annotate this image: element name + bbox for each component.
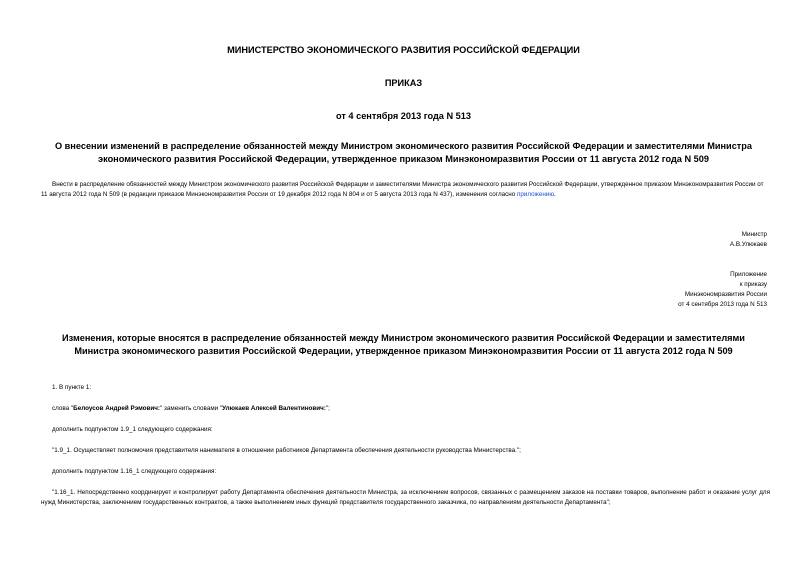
signature-name: А.В.Улюкаев [729, 241, 767, 248]
order-type-heading: ПРИКАЗ [384, 78, 423, 88]
appendix-link[interactable]: приложению [517, 191, 555, 198]
ministry-heading: МИНИСТЕРСТВО ЭКОНОМИЧЕСКОГО РАЗВИТИЯ РОССИЙСКОЙ ФЕДЕРАЦИИ [227, 45, 580, 55]
document-title: О внесении изменений в распределение обязанностей между Министром экономического развития Российской Федерации и заместителями Министра экономического развития Российской Федерации, утвержденное приказом Минэкономразвития России от 11 августа 2012 года N 509 [54, 141, 753, 164]
replace-words-line [52, 404, 772, 414]
new-name: Улюкаев Алексей Валентинович: [222, 405, 326, 412]
appendix-reference [678, 270, 767, 310]
changes-title: Изменения, которые вносятся в распределение обязанностей между Министром экономического развития Российской Федерации и заместителями Министра экономического развития Российской Федерации, утвержденное приказом Минэкономразвития России от 11 августа 2012 года N 509 [62, 333, 745, 356]
intro-tail: . [554, 191, 556, 198]
replace-prefix: слова " [52, 405, 74, 412]
intro-paragraph [41, 180, 771, 200]
order-date-heading: от 4 сентября 2013 года N 513 [335, 111, 471, 121]
subitem-1-9-1-text: "1.9_1. Осуществляет полномочия представителя нанимателя в отношении работников Департамента обеспечения деятельности руководства Министерства."; [52, 447, 521, 454]
replace-middle: " заменить словами " [160, 405, 223, 412]
subitem-1-16-1-text: "1.16_1. Непосредственно координирует и контролирует работу Департамента обеспечения деятельности Министра, за исключением вопросов, связанных с размещением заказов на поставки товаров, выполнение работ и оказание услуг для нужд Министерства, заключением государственных контрактов, а также выполнением иных функций представителя государственного заказчика, по направлениям деятельности Департамента"; [41, 489, 770, 506]
appendix-line-1: Приложение [730, 271, 767, 278]
appendix-line-2: к приказу [739, 281, 767, 288]
signature-position: Министр [741, 231, 767, 238]
appendix-line-4: от 4 сентября 2013 года N 513 [678, 301, 767, 308]
intro-text: Внести в распределение обязанностей между Министром экономического развития Российской Федерации и заместителями Министра экономического развития Российской Федерации, утвержденное приказом Минэкономразвития России от 11 августа 2012 года N 509 (в редакции приказов Минэкономразвития России от 19 декабря 2012 года N 804 и от 5 августа 2013 года N 437), изменения согласно [41, 181, 764, 198]
item-1: 1. В пункте 1: [52, 384, 92, 391]
signature-block [730, 230, 767, 250]
add-subitem-1-9-1: дополнить подпунктом 1.9_1 следующего содержания: [52, 426, 213, 433]
appendix-line-3: Минэкономразвития России [684, 291, 767, 298]
replace-suffix: "; [325, 405, 330, 412]
old-name: Белоусов Андрей Рэмович: [73, 405, 161, 412]
add-subitem-1-16-1: дополнить подпунктом 1.16_1 следующего содержания: [52, 468, 217, 475]
